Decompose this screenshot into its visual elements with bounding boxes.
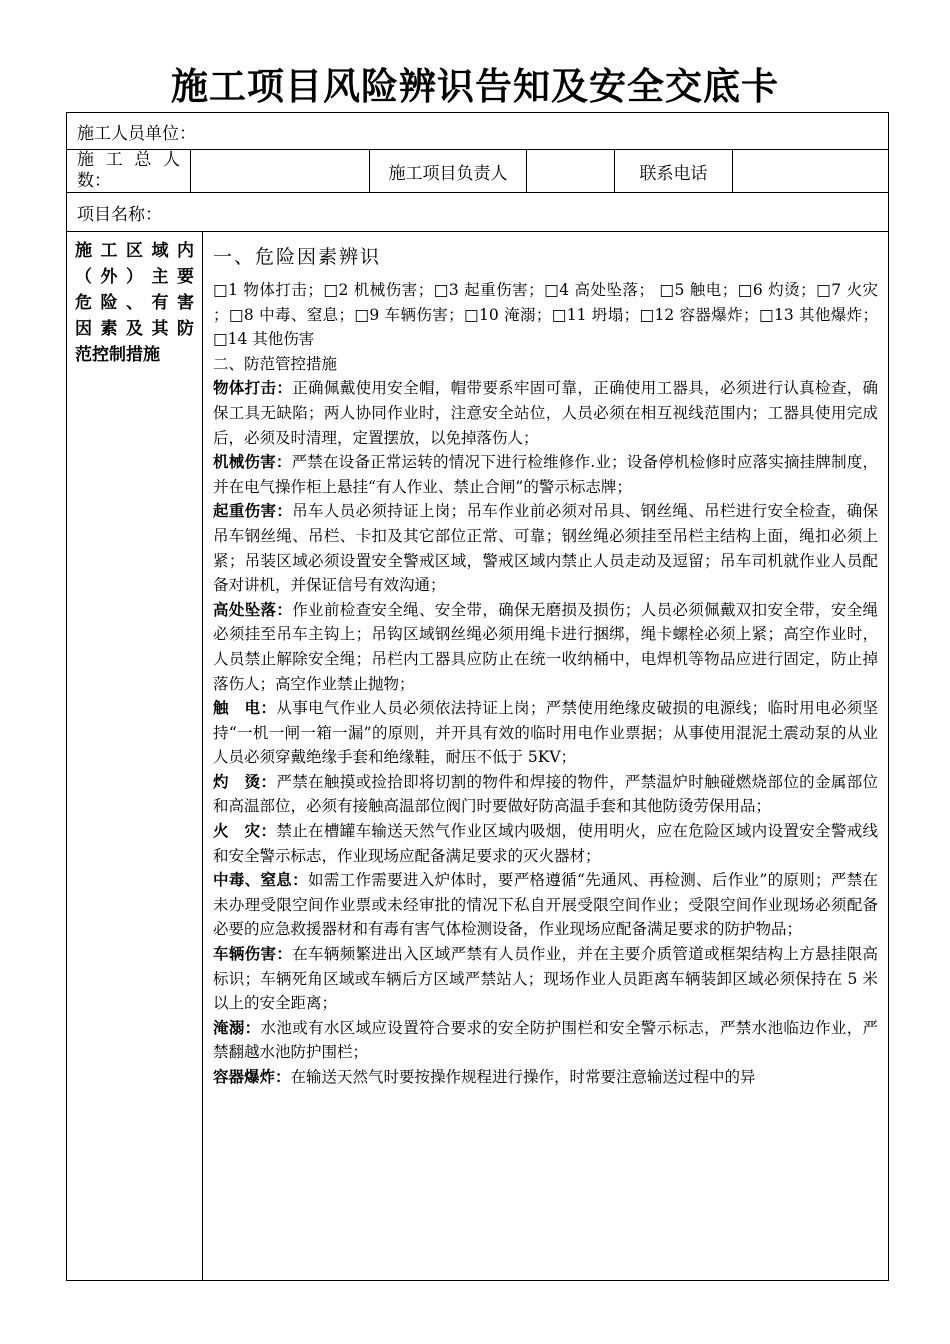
measure-text: 严禁在触摸或捡拾即将切割的物件和焊接的物件，严禁温炉时触碰燃烧部位的金属部位和高温部位，必须有接触高温部位阀门时要做好防高温手套和其他防烫劳保用品； <box>213 772 879 816</box>
content-body <box>213 240 878 1280</box>
measure-item <box>213 450 878 499</box>
measure-item <box>213 1065 878 1090</box>
measure-label: 车辆伤害： <box>213 945 293 964</box>
side-heading-line: 危险、有害 <box>75 293 194 313</box>
measure-item <box>213 696 878 770</box>
measure-label: 高处坠落： <box>213 600 293 619</box>
side-heading-line: 因素及其防 <box>75 319 194 339</box>
unit-field[interactable] <box>67 113 889 150</box>
project-field[interactable] <box>67 193 889 232</box>
measure-label: 灼 烫： <box>213 772 277 791</box>
phone-value[interactable] <box>733 150 889 193</box>
content-cell <box>203 232 889 1281</box>
measure-item <box>213 499 878 597</box>
total-count-value[interactable] <box>191 150 370 193</box>
measure-label: 起重伤害： <box>213 502 293 521</box>
row-unit <box>67 113 889 150</box>
project-label: 项目名称： <box>77 204 162 225</box>
row-project <box>67 193 889 232</box>
measure-item <box>213 770 878 819</box>
total-count-label-line2: 数： <box>77 171 111 191</box>
measure-item <box>213 376 878 450</box>
measure-text: 正确佩戴使用安全帽，帽带要系牢固可靠，正确使用工器具，必须进行认真检查，确保工具无缺陷；两人协同作业时，注意安全站位，人员必须在相互视线范围内；工器具使用完成后，必须及时清理，定置摆放，以免掉落伤人； <box>213 379 879 447</box>
measure-item <box>213 598 878 696</box>
measure-label: 触 电： <box>213 699 277 718</box>
total-count-label-line1: 施 工 总 人 <box>77 150 180 170</box>
row-total-leader-phone <box>67 150 889 193</box>
measure-label: 火 灾： <box>213 822 277 841</box>
measure-text: 在输送天然气时要按操作规程进行操作，时常要注意输送过程中的异 <box>290 1068 756 1086</box>
section1-title: 一、危险因素辨识 <box>213 246 382 268</box>
unit-label: 施工人员单位： <box>77 123 196 144</box>
section2-title: 二、防范管控措施 <box>213 354 338 373</box>
measure-item <box>213 868 878 942</box>
leader-label: 施工项目负责人 <box>370 150 527 193</box>
side-heading-line: （外）主要 <box>75 267 194 287</box>
measure-item <box>213 942 878 1016</box>
measure-text: 如需工作需要进入炉体时，要严格遵循“先通风、再检测、后作业”的原则；严禁在未办理受限空间作业票或未经审批的情况下私自开展受限空间作业；受限空间作业现场必须配备必要的应急救援器材和有毒有害气体检测设备，作业现场应配备满足要求的防护物品； <box>213 871 879 939</box>
measure-item <box>213 1016 878 1065</box>
safety-briefing-card <box>66 112 889 1281</box>
measure-item <box>213 819 878 868</box>
measure-text: 作业前检查安全绳、安全带，确保无磨损及损伤；人员必须佩戴双扣安全带，安全绳必须挂至吊车主钩上；吊钩区域钢丝绳必须用绳卡进行捆绑，绳卡螺栓必须上紧；高空作业时，人员禁止解除安全绳；吊栏内工器具应防止在统一收纳桶中，电焊机等物品应进行固定，防止掉落伤人；高空作业禁止抛物； <box>213 600 879 693</box>
measure-label: 容器爆炸： <box>213 1068 291 1086</box>
side-heading <box>67 232 203 1281</box>
measure-text: 禁止在槽罐车输送天然气作业区域内吸烟，使用明火，应在危险区域内设置安全警戒线和安全警示标志，作业现场应配备满足要求的灭火器材； <box>213 822 879 865</box>
measure-label: 物体打击： <box>213 379 293 398</box>
measure-text: 严禁在设备正常运转的情况下进行检维修作.业；设备停机检修时应落实摘挂牌制度，并在电气操作柜上悬挂“有人作业、禁止合闸”的警示标志牌； <box>213 453 879 496</box>
measure-text: 从事电气作业人员必须依法持证上岗；严禁使用绝缘皮破损的电源线；临时用电必须坚持“一机一闸一箱一漏”的原则，并开具有效的临时用电作业票据；从事使用混泥土震动泵的从业人员必须穿戴绝缘手套和绝缘鞋，耐压不低于 5KV； <box>213 699 879 767</box>
total-count-label <box>67 150 191 193</box>
measure-text: 吊车人员必须持证上岗；吊车作业前必须对吊具、钢丝绳、吊栏进行安全检查，确保吊车钢丝绳、吊栏、卡扣及其它部位正常、可靠；钢丝绳必须挂至吊栏主结构上面，绳扣必须上紧；吊装区域必须设置安全警戒区域，警戒区域内禁止人员走动及逗留；吊车司机就作业人员配备对讲机，并保证信号有效沟通； <box>213 502 879 595</box>
phone-label: 联系电话 <box>615 150 733 193</box>
hazard-checklist: □1 物体打击；□2 机械伤害；□3 起重伤害；□4 高处坠落； □5 触电；□6 灼烫；□7 火灾 ；□8 中毒、窒息；□9 车辆伤害；□10 淹溺；□11 坍塌；□12 容器爆炸；□13 其他爆炸；□14 其他伤害 <box>213 281 879 349</box>
measure-text: 在车辆频繁进出入区域严禁有人员作业，并在主要介质管道或框架结构上方悬挂限高标识；车辆死角区域或车辆后方区域严禁站人；现场作业人员距离车辆装卸区域必须保持在 5 米以上的安全距离； <box>213 945 879 1013</box>
measure-label: 淹溺： <box>213 1018 261 1037</box>
measure-text: 水池或有水区域应设置符合要求的安全防护围栏和安全警示标志，严禁水池临边作业，严禁翻越水池防护围栏； <box>213 1018 879 1062</box>
leader-value[interactable] <box>527 150 615 193</box>
measure-label: 机械伤害： <box>213 453 292 472</box>
side-heading-line: 施工区域内 <box>75 241 194 261</box>
side-heading-line: 范控制措施 <box>75 345 160 365</box>
measure-label: 中毒、窒息： <box>213 871 308 890</box>
page-title: 施工项目风险辨识告知及安全交底卡 <box>171 64 779 108</box>
row-hazards <box>67 232 889 1281</box>
